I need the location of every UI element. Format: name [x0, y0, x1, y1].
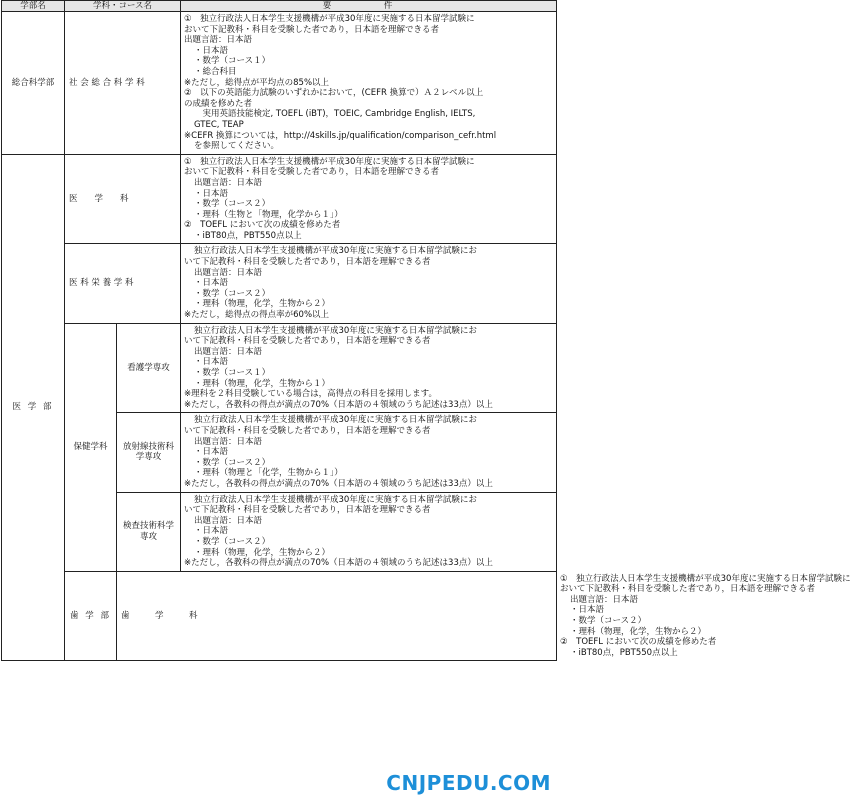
requirement-line: おいて下記教科・科目を受験した者であり，日本語を理解できる者 — [184, 24, 440, 35]
requirement-line: ・iBT80点，PBT550点以上 — [194, 230, 302, 241]
requirement-line: ・日本語 — [194, 447, 229, 458]
requirement-line: 出題言語：日本語 — [194, 515, 263, 526]
requirement-line: ※ただし，各教科の得点が満点の70%（日本語の４領域のうち記述は33点）以上 — [184, 399, 493, 410]
dept-cell: 保健学科 — [65, 323, 117, 571]
requirement-line: ・数学（コース１） — [194, 368, 271, 378]
requirement-line: ② 以下の英語能力試験のいずれかにおいて，(CEFR 換算で）Ａ２レベル以上 — [184, 88, 484, 99]
requirements-cell — [181, 492, 557, 571]
requirements-table — [1, 0, 850, 661]
requirement-line: の成績を修めた者 — [184, 98, 253, 109]
requirement-line: 出題言語：日本語 — [194, 346, 263, 357]
requirement-line: ※CEFR 換算については，http://4skills.jp/qualification/comparison_cefr.html — [184, 130, 497, 141]
requirement-line: ・数学（コース２） — [194, 288, 271, 299]
requirement-line: ・総合科目 — [194, 66, 237, 77]
sub-dept-cell: 看護学専攻 — [117, 323, 181, 413]
requirement-line: 独立行政法人日本学生支援機構が平成30年度に実施する日本留学試験にお — [194, 494, 477, 505]
requirement-line: ※ただし，各教科の得点が満点の70%（日本語の４領域のうち記述は33点）以上 — [184, 558, 493, 569]
requirement-line: 出題言語：日本語 — [194, 436, 263, 447]
requirements-cell — [181, 413, 557, 492]
watermark-logo: CNJPEDU.COM — [386, 771, 551, 795]
requirement-line: 出題言語：日本語 — [194, 177, 263, 188]
requirement-line: ・理科（物理，化学，生物から１） — [194, 378, 331, 389]
requirement-line: ※ただし，総得点が平均点の85%以上 — [184, 77, 330, 88]
header-requirements: 要 件 — [181, 1, 557, 12]
requirements-cell — [181, 12, 557, 155]
requirement-line: 独立行政法人日本学生支援機構が平成30年度に実施する日本留学試験にお — [194, 415, 477, 426]
requirement-line: 出題言語：日本語 — [184, 35, 253, 46]
faculty-cell: 歯 学 部 — [65, 571, 117, 661]
requirement-line: ・理科（物理，化学，生物から２） — [194, 299, 331, 310]
requirement-line: ※理科を２科目受験している場合は，高得点の科目を採用します。 — [184, 389, 437, 400]
table-row-sogo — [2, 12, 557, 155]
requirement-line: 実用英語技能検定, TOEFL (iBT)，TOEIC, Cambridge English, IELTS, — [194, 109, 476, 120]
table-row-eiyo — [2, 244, 557, 323]
requirement-line: ※ただし，総得点の得点率が60%以上 — [184, 310, 330, 321]
header-row — [2, 1, 557, 12]
requirement-line: ① 独立行政法人日本学生支援機構が平成30年度に実施する日本留学試験に — [184, 14, 475, 24]
requirements-cell — [181, 244, 557, 323]
requirement-line: いて下記教科・科目を受験した者であり，日本語を理解できる者 — [184, 257, 431, 268]
requirement-line: ・数学（コース１） — [194, 56, 271, 67]
requirement-line: ・日本語 — [194, 357, 229, 368]
requirement-line: ・日本語 — [194, 188, 229, 199]
requirements-cell — [181, 154, 557, 244]
requirement-line: ・理科（物理，化学，生物から２） — [194, 547, 331, 558]
header-dept: 学科・コース名 — [65, 1, 181, 12]
table-row-igakka — [2, 154, 557, 244]
requirement-line: ※ただし，各教科の得点が満点の70%（日本語の４領域のうち記述は33点）以上 — [184, 478, 493, 489]
requirement-line: ① 独立行政法人日本学生支援機構が平成30年度に実施する日本留学試験に — [184, 156, 475, 167]
requirements-cell — [181, 323, 557, 413]
table-row-shigaku: 歯 学 部 歯 学 科 ① 独立行政法人日本学生支援機構が平成30年度に実施する日本留学試験に おいて下記教科・科目を受験した者であり，日本語を理解できる者 出題言語：日本語 ・日本語 ・数学（コース２） ・理科（物理，化学，生物から２） ② TOEFL において次の成績を修めた者 ・iBT80点，PBT550点以上 — [2, 571, 557, 661]
requirement-line: ・iBT80点，PBT550点以上 — [570, 647, 678, 658]
dept-cell: 社 会 総 合 科 学 科 — [65, 12, 181, 155]
requirement-line: ・数学（コース２） — [194, 457, 271, 468]
requirement-line: ・日本語 — [194, 526, 229, 537]
requirement-line: おいて下記教科・科目を受験した者であり，日本語を理解できる者 — [184, 167, 440, 178]
requirement-line: 独立行政法人日本学生支援機構が平成30年度に実施する日本留学試験にお — [194, 325, 477, 336]
requirement-line: ・数学（コース２） — [194, 536, 271, 547]
faculty-cell: 総合科学部 — [2, 12, 65, 155]
dept-cell: 歯 学 科 — [117, 571, 557, 661]
requirement-line: を参照してください。 — [194, 141, 280, 152]
requirement-line: いて下記教科・科目を受験した者であり，日本語を理解できる者 — [184, 505, 431, 516]
requirement-line: ・日本語 — [194, 278, 229, 289]
requirement-line: ・日本語 — [194, 45, 229, 56]
requirement-line: 出題言語：日本語 — [194, 267, 263, 278]
requirement-line: ・数学（コース２） — [570, 616, 647, 627]
requirement-line: ・理科（物理，化学，生物から２） — [570, 626, 707, 637]
requirement-line: 独立行政法人日本学生支援機構が平成30年度に実施する日本留学試験にお — [194, 246, 477, 257]
requirement-line: ・日本語 — [570, 605, 605, 616]
requirement-line: いて下記教科・科目を受験した者であり，日本語を理解できる者 — [184, 336, 431, 347]
requirement-line: ② TOEFL において次の成績を修めた者 — [184, 220, 341, 231]
dept-cell: 医 学 科 — [65, 154, 181, 244]
requirement-line: 出題言語：日本語 — [570, 594, 639, 605]
dept-cell: 医 科 栄 養 学 科 — [65, 244, 181, 323]
sub-dept-cell: 検査技術科学専攻 — [117, 492, 181, 571]
requirement-line: ・理科（生物と「物理，化学から１」） — [194, 209, 343, 220]
requirement-line: いて下記教科・科目を受験した者であり，日本語を理解できる者 — [184, 425, 431, 436]
sub-dept-cell: 放射線技術科学専攻 — [117, 413, 181, 492]
faculty-cell: 医 学 部 — [2, 154, 65, 661]
table-row-kango — [2, 323, 557, 413]
requirement-line: ・数学（コース２） — [194, 199, 271, 210]
header-faculty: 学部名 — [2, 1, 65, 12]
requirement-line: ・理科（物理と「化学，生物から１」） — [194, 468, 343, 479]
requirement-line: GTEC, TEAP — [194, 119, 244, 130]
